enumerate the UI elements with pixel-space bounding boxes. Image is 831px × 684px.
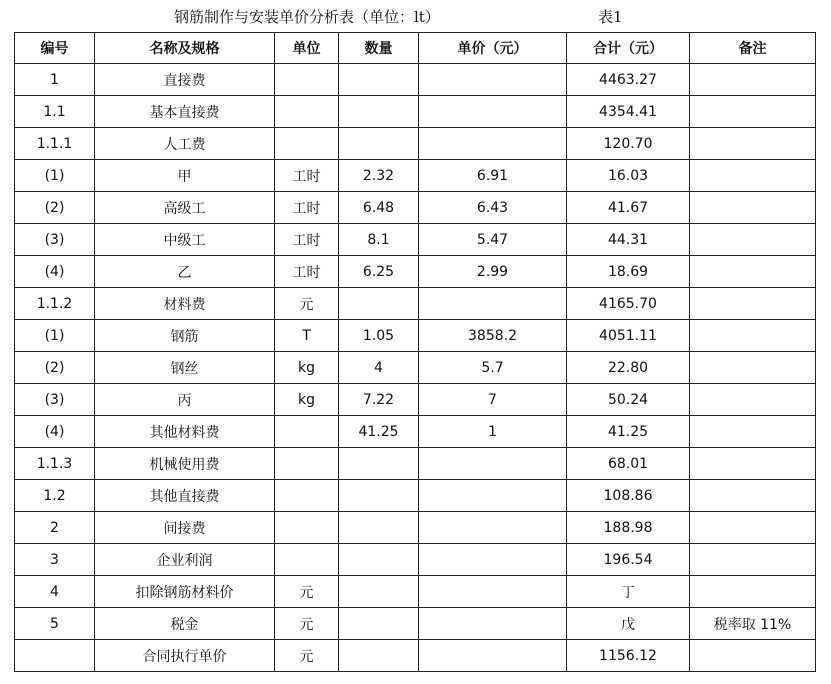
cell-price: 3858.2 <box>419 320 567 352</box>
cell-note <box>690 544 816 576</box>
cell-note <box>690 448 816 480</box>
cell-qty: 2.32 <box>339 160 419 192</box>
cell-no: (2) <box>15 352 95 384</box>
cell-name: 扣除钢筋材料价 <box>95 576 275 608</box>
cell-name: 钢丝 <box>95 352 275 384</box>
cell-unit: 元 <box>275 576 339 608</box>
cell-name: 机械使用费 <box>95 448 275 480</box>
cell-no: (3) <box>15 224 95 256</box>
cell-price: 5.47 <box>419 224 567 256</box>
cell-price: 1 <box>419 416 567 448</box>
cell-price <box>419 64 567 96</box>
cell-no: 1.2 <box>15 480 95 512</box>
table-row <box>15 160 816 192</box>
cell-price <box>419 96 567 128</box>
cell-total: 4354.41 <box>567 96 690 128</box>
cell-total: 44.31 <box>567 224 690 256</box>
cell-note <box>690 64 816 96</box>
table-row <box>15 512 816 544</box>
cell-total: 4051.11 <box>567 320 690 352</box>
cell-note <box>690 416 816 448</box>
table-row <box>15 480 816 512</box>
cell-total: 22.80 <box>567 352 690 384</box>
cell-no: (2) <box>15 192 95 224</box>
cell-price <box>419 640 567 672</box>
cell-name: 税金 <box>95 608 275 640</box>
cell-qty: 6.48 <box>339 192 419 224</box>
cell-qty <box>339 544 419 576</box>
cell-name: 其他直接费 <box>95 480 275 512</box>
cell-unit: 工时 <box>275 160 339 192</box>
cell-unit: 元 <box>275 640 339 672</box>
cell-qty: 8.1 <box>339 224 419 256</box>
cell-name: 其他材料费 <box>95 416 275 448</box>
cell-price: 2.99 <box>419 256 567 288</box>
cell-unit <box>275 544 339 576</box>
cell-qty: 4 <box>339 352 419 384</box>
table-row <box>15 96 816 128</box>
header-no: 编号 <box>15 33 95 64</box>
cell-qty: 6.25 <box>339 256 419 288</box>
cell-no: 1.1.2 <box>15 288 95 320</box>
header-row <box>15 33 816 64</box>
cell-qty <box>339 608 419 640</box>
cell-price <box>419 128 567 160</box>
cell-note <box>690 480 816 512</box>
cell-unit <box>275 448 339 480</box>
cell-note <box>690 320 816 352</box>
cell-total: 4463.27 <box>567 64 690 96</box>
cell-qty: 7.22 <box>339 384 419 416</box>
cell-no: (4) <box>15 416 95 448</box>
cell-name: 合同执行单价 <box>95 640 275 672</box>
cell-unit <box>275 96 339 128</box>
cell-note <box>690 96 816 128</box>
cell-no: 2 <box>15 512 95 544</box>
cell-note <box>690 512 816 544</box>
cell-name: 钢筋 <box>95 320 275 352</box>
table-row <box>15 640 816 672</box>
cell-qty <box>339 288 419 320</box>
header-name: 名称及规格 <box>95 33 275 64</box>
cell-note <box>690 384 816 416</box>
cell-note <box>690 224 816 256</box>
cell-total: 戊 <box>567 608 690 640</box>
cell-no: 4 <box>15 576 95 608</box>
cell-no: (1) <box>15 320 95 352</box>
cell-name: 丙 <box>95 384 275 416</box>
table-row <box>15 320 816 352</box>
cell-price: 6.91 <box>419 160 567 192</box>
cell-qty <box>339 128 419 160</box>
cell-note <box>690 352 816 384</box>
cell-no: (3) <box>15 384 95 416</box>
cell-total: 108.86 <box>567 480 690 512</box>
table-row <box>15 384 816 416</box>
cell-unit: 工时 <box>275 224 339 256</box>
cell-price: 5.7 <box>419 352 567 384</box>
cell-price <box>419 544 567 576</box>
header-qty: 数量 <box>339 33 419 64</box>
cell-price <box>419 480 567 512</box>
cell-qty: 41.25 <box>339 416 419 448</box>
cell-total: 188.98 <box>567 512 690 544</box>
cell-no: (4) <box>15 256 95 288</box>
cell-name: 乙 <box>95 256 275 288</box>
cell-note: 税率取 11% <box>690 608 816 640</box>
table-row <box>15 448 816 480</box>
table-row <box>15 192 816 224</box>
cell-qty <box>339 480 419 512</box>
cell-no: 1.1.3 <box>15 448 95 480</box>
cell-name: 基本直接费 <box>95 96 275 128</box>
cell-unit: 元 <box>275 608 339 640</box>
cell-unit: 工时 <box>275 256 339 288</box>
cell-no: 3 <box>15 544 95 576</box>
cell-note <box>690 640 816 672</box>
table-row <box>15 224 816 256</box>
cell-unit <box>275 512 339 544</box>
table-row <box>15 544 816 576</box>
cell-note <box>690 160 816 192</box>
cell-total: 18.69 <box>567 256 690 288</box>
cell-total: 41.67 <box>567 192 690 224</box>
table-caption <box>0 0 831 30</box>
cell-note <box>690 192 816 224</box>
cell-unit <box>275 64 339 96</box>
cell-price <box>419 512 567 544</box>
cell-name: 甲 <box>95 160 275 192</box>
header-price: 单价（元） <box>419 33 567 64</box>
cell-unit: kg <box>275 384 339 416</box>
cell-total: 120.70 <box>567 128 690 160</box>
table-row <box>15 256 816 288</box>
header-note: 备注 <box>690 33 816 64</box>
cell-price <box>419 288 567 320</box>
cell-price: 7 <box>419 384 567 416</box>
cell-unit <box>275 480 339 512</box>
cell-unit: kg <box>275 352 339 384</box>
cell-name: 人工费 <box>95 128 275 160</box>
table-row <box>15 64 816 96</box>
cell-price <box>419 448 567 480</box>
cell-no: 1 <box>15 64 95 96</box>
cell-total: 16.03 <box>567 160 690 192</box>
table-row <box>15 128 816 160</box>
cell-total: 68.01 <box>567 448 690 480</box>
cell-note <box>690 576 816 608</box>
cell-unit: 工时 <box>275 192 339 224</box>
cell-note <box>690 128 816 160</box>
cell-total: 196.54 <box>567 544 690 576</box>
cell-note <box>690 256 816 288</box>
cell-unit <box>275 128 339 160</box>
cell-qty <box>339 640 419 672</box>
cell-no: 5 <box>15 608 95 640</box>
cell-no: (1) <box>15 160 95 192</box>
cell-total: 丁 <box>567 576 690 608</box>
cell-total: 1156.12 <box>567 640 690 672</box>
cell-name: 中级工 <box>95 224 275 256</box>
cell-unit <box>275 416 339 448</box>
table-row <box>15 576 816 608</box>
cell-qty <box>339 96 419 128</box>
cell-total: 41.25 <box>567 416 690 448</box>
cell-no: 1.1.1 <box>15 128 95 160</box>
cell-unit: 元 <box>275 288 339 320</box>
table-number: 表1 <box>598 8 623 26</box>
cell-name: 间接费 <box>95 512 275 544</box>
cell-no: 1.1 <box>15 96 95 128</box>
cell-name: 材料费 <box>95 288 275 320</box>
cell-price <box>419 576 567 608</box>
cell-name: 企业利润 <box>95 544 275 576</box>
cell-qty <box>339 512 419 544</box>
header-unit: 单位 <box>275 33 339 64</box>
header-total: 合计（元） <box>567 33 690 64</box>
cell-price <box>419 608 567 640</box>
cell-price: 6.43 <box>419 192 567 224</box>
cell-qty <box>339 64 419 96</box>
cell-note <box>690 288 816 320</box>
cell-name: 高级工 <box>95 192 275 224</box>
table-row <box>15 416 816 448</box>
table-row <box>15 608 816 640</box>
cell-name: 直接费 <box>95 64 275 96</box>
cell-no <box>15 640 95 672</box>
table-row <box>15 352 816 384</box>
cell-qty <box>339 448 419 480</box>
table-title: 钢筋制作与安装单价分析表（单位：lt） <box>174 8 440 26</box>
cost-analysis-table <box>14 32 816 672</box>
cell-total: 50.24 <box>567 384 690 416</box>
cell-total: 4165.70 <box>567 288 690 320</box>
cell-unit: T <box>275 320 339 352</box>
cell-qty: 1.05 <box>339 320 419 352</box>
table-row <box>15 288 816 320</box>
cell-qty <box>339 576 419 608</box>
